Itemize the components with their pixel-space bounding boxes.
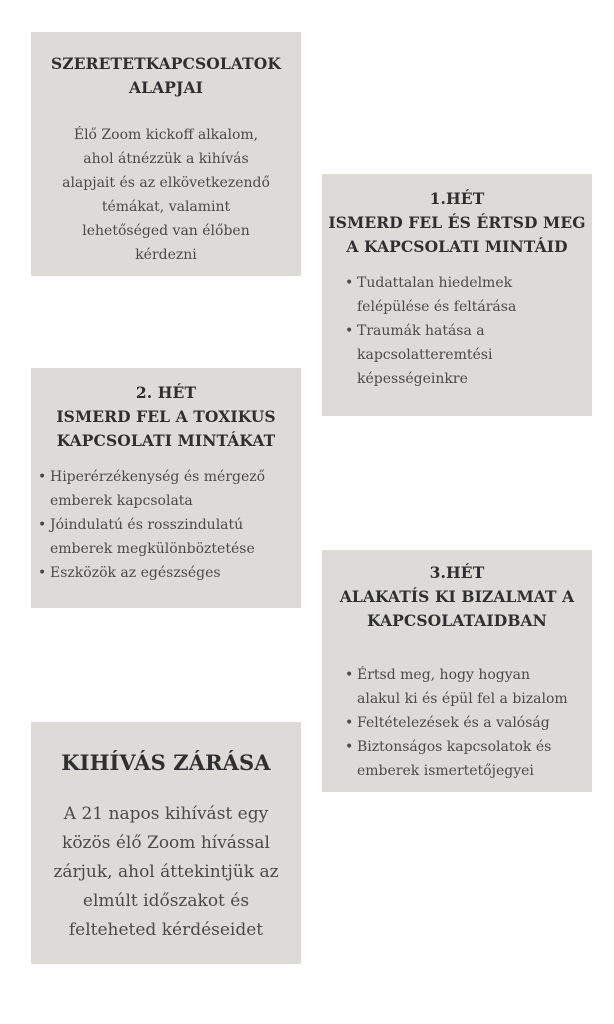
list-item — [345, 735, 592, 783]
intro-card — [31, 32, 301, 276]
bullet-icon: • — [345, 275, 354, 291]
list-item — [345, 663, 592, 711]
week1-title: 1.HÉT ISMERD FEL ÉS ÉRTSD MEG A KAPCSOLATI MINTÁID — [328, 189, 586, 256]
week2-card — [31, 368, 301, 608]
list-item-text: Eszközök az egészséges — [50, 565, 221, 581]
week2-title: 2. HÉT ISMERD FEL A TOXIKUS KAPCSOLATI MINTÁKAT — [56, 383, 276, 450]
list-item — [345, 319, 592, 391]
bullet-icon: • — [345, 667, 354, 683]
intro-description: Élő Zoom kickoff alkalom, ahol átnézzük a kihívás alapjait és az elkövetkezendő témákat, valamint lehetőséged van élőben kérdezni — [62, 127, 270, 263]
list-item — [345, 271, 592, 319]
list-item — [38, 513, 301, 561]
list-item-text: Hiperérzékenység és mérgező emberek kapcsolata — [50, 469, 266, 509]
list-item-text: Biztonságos kapcsolatok és emberek ismertetőjegyei — [357, 739, 552, 779]
bullet-icon: • — [38, 565, 47, 581]
bullet-icon: • — [345, 323, 354, 339]
week1-topic-list — [345, 271, 592, 391]
final-card — [31, 722, 301, 964]
week3-card — [322, 550, 592, 792]
list-item — [345, 711, 592, 735]
week3-title: 3.HÉT ALAKATÍS KI BIZALMAT A KAPCSOLATAIDBAN — [339, 563, 575, 630]
list-item-text: Értsd meg, hogy hogyan alakul ki és épül fel a bizalom — [357, 667, 568, 707]
bullet-icon: • — [345, 739, 354, 755]
final-description: A 21 napos kihívást egy közös élő Zoom hívással zárjuk, ahol áttekintjük az elmúlt időszakot és felteheted kérdéseidet — [53, 804, 279, 940]
list-item-text: Traumák hatása a kapcsolatteremtési képességeinkre — [357, 323, 493, 387]
list-item — [38, 465, 301, 513]
list-item-text: Feltételezések és a valóság — [357, 715, 550, 731]
intro-title: SZERETETKAPCSOLATOK ALAPJAI — [51, 54, 281, 97]
bullet-icon: • — [38, 469, 47, 485]
list-item — [38, 561, 301, 585]
week2-topic-list — [38, 465, 301, 585]
bullet-icon: • — [345, 715, 354, 731]
bullet-icon: • — [38, 517, 47, 533]
week1-card — [322, 174, 592, 416]
list-item-text: Tudattalan hiedelmek felépülése és feltárása — [357, 275, 517, 315]
week3-topic-list — [345, 663, 592, 783]
final-title: KIHÍVÁS ZÁRÁSA — [61, 750, 271, 775]
list-item-text: Jóindulatú és rosszindulatú emberek megkülönböztetése — [50, 517, 255, 557]
